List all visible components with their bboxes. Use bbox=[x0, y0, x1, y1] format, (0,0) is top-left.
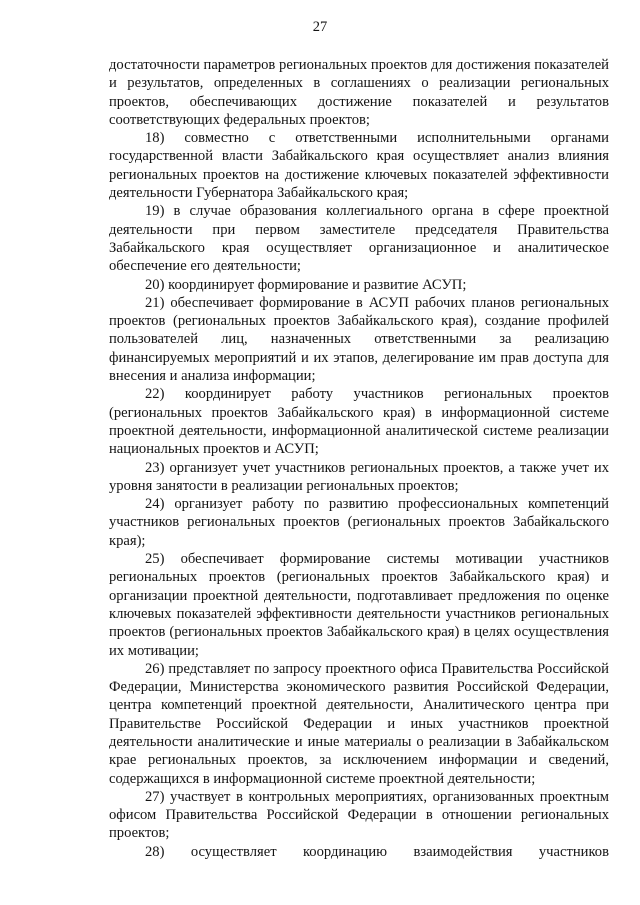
page-number: 27 bbox=[312, 19, 328, 35]
paragraph-item-28: 28) осуществляет координацию взаимодействия участников bbox=[145, 843, 609, 860]
paragraph-item-24: 24) организует работу по развитию профессиональных компетенций участников региональных проектов (региональных проектов Забайкальского края); bbox=[109, 496, 609, 549]
paragraph-item-22: 22) координирует работу участников региональных проектов (региональных проектов Забайкальского края) в информационной системе проектной деятельности, информационной аналитической системе реализации национальных проектов и АСУП; bbox=[109, 386, 609, 458]
paragraph-item-21: 21) обеспечивает формирование в АСУП рабочих планов региональных проектов (региональных проектов Забайкальского края), создание профилей пользователей лиц, назначенных ответственными за реализацию финансируемых мероприятий и их этапов, делегирование им прав доступа для внесения и анализа информации; bbox=[109, 294, 609, 385]
paragraph-item-18: 18) совместно с ответственными исполнительными органами государственной власти Забайкальского края осуществляет анализ влияния региональных проектов на достижение ключевых показателей эффективности деятельности Губернатора Забайкальского края; bbox=[109, 130, 609, 202]
paragraph-item-19: 19) в случае образования коллегиального органа в сфере проектной деятельности при первом заместителе председателя Правительства Забайкальского края осуществляет организационное и аналитическое обеспечение его деятельности; bbox=[109, 203, 609, 275]
document-body bbox=[109, 56, 609, 861]
paragraph-item-20: 20) координирует формирование и развитие АСУП; bbox=[145, 276, 467, 293]
paragraph-item-27: 27) участвует в контрольных мероприятиях, организованных проектным офисом Правительства Российской Федерации в отношении региональных проектов; bbox=[109, 788, 609, 842]
paragraph-item-25: 25) обеспечивает формирование системы мотивации участников региональных проектов (региональных проектов Забайкальского края) и организации проектной деятельности, подготавливает предложения по оценке ключевых показателей эффективности деятельности участников региональных проектов (региональных проектов Забайкальского края) в целях осуществления их мотивации; bbox=[109, 551, 609, 659]
paragraph-item-26: 26) представляет по запросу проектного офиса Правительства Российской Федерации, Министерства экономического развития Российской Федерации, центра компетенций проектной деятельности, Аналитического центра при Правительстве Российской Федерации и иных участников проектной деятельности аналитические и иные материалы о реализации в Забайкальском крае региональных проектов, за исключением информации и сведений, содержащихся в информационной системе проектной деятельности; bbox=[109, 660, 609, 787]
paragraph-item-23: 23) организует учет участников региональных проектов, а также учет их уровня занятости в реализации региональных проектов; bbox=[109, 459, 609, 494]
paragraph-continuation: достаточности параметров региональных проектов для достижения показателей и результатов, определенных в соглашениях о реализации региональных проектов, обеспечивающих достижение показателей и результатов соответствующих федеральных проектов; bbox=[109, 57, 609, 128]
